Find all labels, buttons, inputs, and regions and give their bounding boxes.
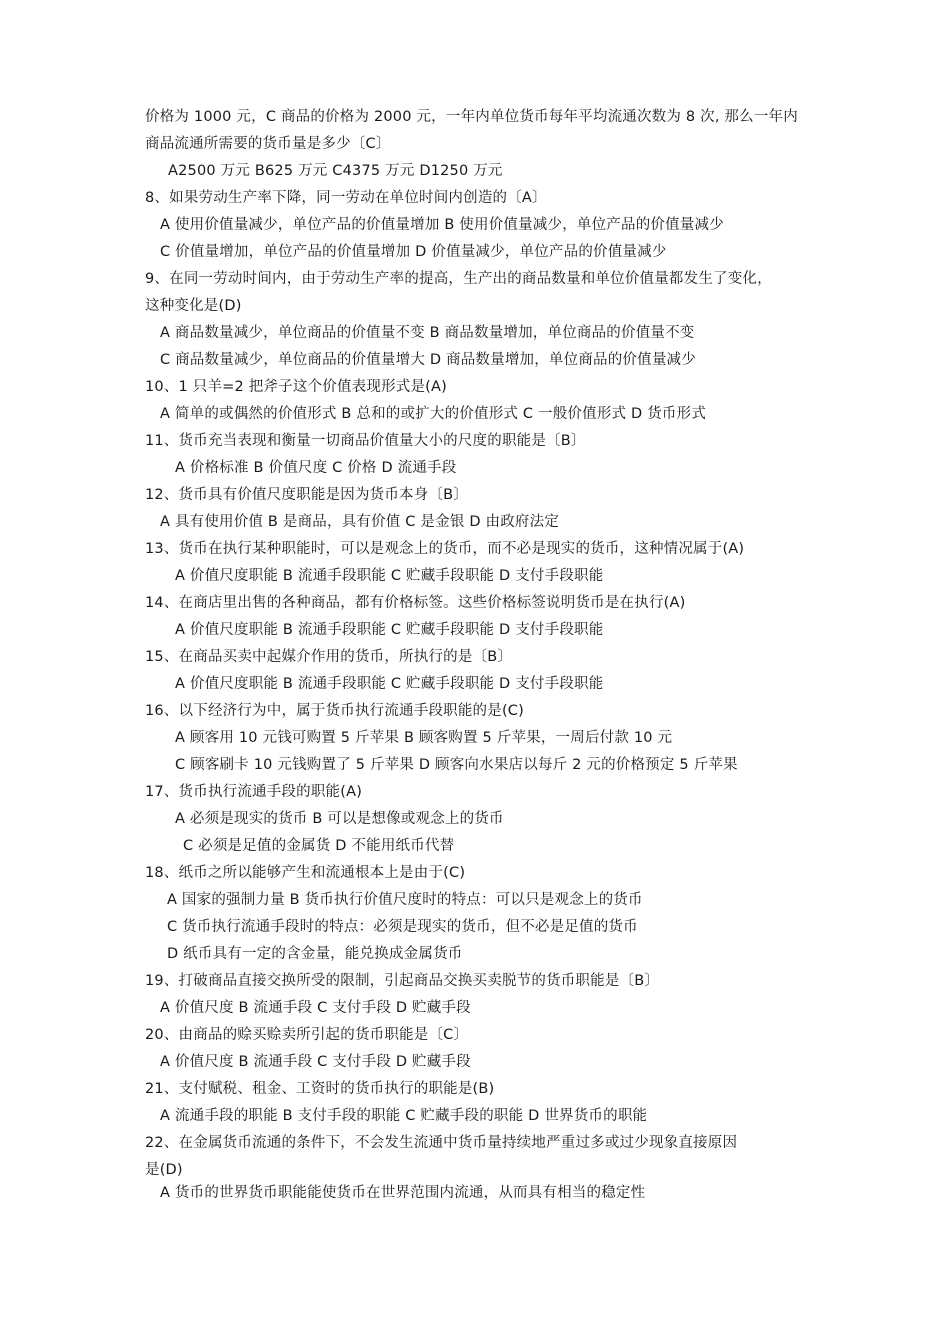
question-21-stem: 21、支付赋税、租金、工资时的货币执行的职能是(B) — [145, 1081, 495, 1097]
question-16-stem: 16、以下经济行为中，属于货币执行流通手段职能的是(C) — [145, 703, 524, 719]
question-20-stem: 20、由商品的赊买赊卖所引起的货币职能是〔C〕 — [145, 1027, 469, 1043]
question-16-options-ab: A 顾客用 10 元钱可购置 5 斤苹果 B 顾客购置 5 斤苹果，一周后付款 10 元 — [175, 730, 673, 746]
question-20-options: A 价值尺度 B 流通手段 C 支付手段 D 贮藏手段 — [160, 1054, 471, 1070]
question-13-stem: 13、货币在执行某种职能时，可以是观念上的货币，而不必是现实的货币，这种情况属于(A) — [145, 541, 745, 557]
question-18-options-ab: A 国家的强制力量 B 货币执行价值尺度时的特点：可以只是观念上的货币 — [167, 892, 643, 908]
question-15-stem: 15、在商品买卖中起媒介作用的货币，所执行的是〔B〕 — [145, 649, 513, 665]
question-12-options: A 具有使用价值 B 是商品，具有价值 C 是金银 D 由政府法定 — [160, 514, 560, 530]
question-17-stem: 17、货币执行流通手段的职能(A) — [145, 784, 363, 800]
question-8-options-ab: A 使用价值量减少，单位产品的价值量增加 B 使用价值量减少，单位产品的价值量减少 — [160, 217, 724, 233]
question-10-stem: 10、1 只羊=2 把斧子这个价值表现形式是(A) — [145, 379, 448, 395]
question-16-options-cd: C 顾客刷卡 10 元钱购置了 5 斤苹果 D 顾客向水果店以每斤 2 元的价格预定 5 斤苹果 — [175, 757, 738, 773]
question-8-stem: 8、如果劳动生产率下降，同一劳动在单位时间内创造的〔A〕 — [145, 190, 547, 206]
question-18-stem: 18、纸币之所以能够产生和流通根本上是由于(C) — [145, 865, 466, 881]
question-12-stem: 12、货币具有价值尺度职能是因为货币本身〔B〕 — [145, 487, 468, 503]
question-19-stem: 19、打破商品直接交换所受的限制，引起商品交换买卖脱节的货币职能是〔B〕 — [145, 973, 660, 989]
question-8-options-cd: C 价值量增加，单位产品的价值量增加 D 价值量减少，单位产品的价值量减少 — [160, 244, 667, 260]
question-9-stem-line-1: 9、在同一劳动时间内，由于劳动生产率的提高，生产出的商品数量和单位价值量都发生了变化， — [145, 271, 772, 287]
question-22-stem-line-2: 是(D) — [145, 1162, 183, 1178]
question-17-options-ab: A 必须是现实的货币 B 可以是想像或观念上的货币 — [175, 811, 504, 827]
question-15-options: A 价值尺度职能 B 流通手段职能 C 贮藏手段职能 D 支付手段职能 — [175, 676, 604, 692]
question-14-stem: 14、在商店里出售的各种商品，都有价格标签。这些价格标签说明货币是在执行(A) — [145, 595, 686, 611]
question-18-option-c: C 货币执行流通手段时的特点：必须是现实的货币，但不必是足值的货币 — [167, 919, 638, 935]
question-21-options: A 流通手段的职能 B 支付手段的职能 C 贮藏手段的职能 D 世界货币的职能 — [160, 1108, 648, 1124]
question-18-option-d: D 纸币具有一定的含金量，能兑换成金属货币 — [167, 946, 463, 962]
question-7-stem-line-1: 价格为 1000 元，C 商品的价格为 2000 元，一年内单位货币每年平均流通次数为 8 次, 那么一年内 — [145, 109, 798, 125]
question-13-options: A 价值尺度职能 B 流通手段职能 C 贮藏手段职能 D 支付手段职能 — [175, 568, 604, 584]
question-11-stem: 11、货币充当表现和衡量一切商品价值量大小的尺度的职能是〔B〕 — [145, 433, 586, 449]
question-9-options-ab: A 商品数量减少，单位商品的价值量不变 B 商品数量增加，单位商品的价值量不变 — [160, 325, 695, 341]
question-7-options: A2500 万元 B625 万元 C4375 万元 D1250 万元 — [168, 163, 503, 179]
question-9-stem-line-2: 这种变化是(D) — [145, 298, 242, 314]
question-14-options: A 价值尺度职能 B 流通手段职能 C 贮藏手段职能 D 支付手段职能 — [175, 622, 604, 638]
question-19-options: A 价值尺度 B 流通手段 C 支付手段 D 贮藏手段 — [160, 1000, 471, 1016]
question-10-options: A 简单的或偶然的价值形式 B 总和的或扩大的价值形式 C 一般价值形式 D 货币形式 — [160, 406, 707, 422]
question-11-options: A 价格标准 B 价值尺度 C 价格 D 流通手段 — [175, 460, 457, 476]
question-22-option-a: A 货币的世界货币职能能使货币在世界范围内流通，从而具有相当的稳定性 — [160, 1185, 646, 1201]
question-9-options-cd: C 商品数量减少，单位商品的价值量增大 D 商品数量增加，单位商品的价值量减少 — [160, 352, 696, 368]
question-17-options-cd: C 必须是足值的金属货 D 不能用纸币代替 — [183, 838, 455, 854]
question-22-stem-line-1: 22、在金属货币流通的条件下，不会发生流通中货币量持续地严重过多或过少现象直接原因 — [145, 1135, 738, 1151]
question-7-stem-line-2: 商品流通所需要的货币量是多少〔C〕 — [145, 136, 391, 152]
